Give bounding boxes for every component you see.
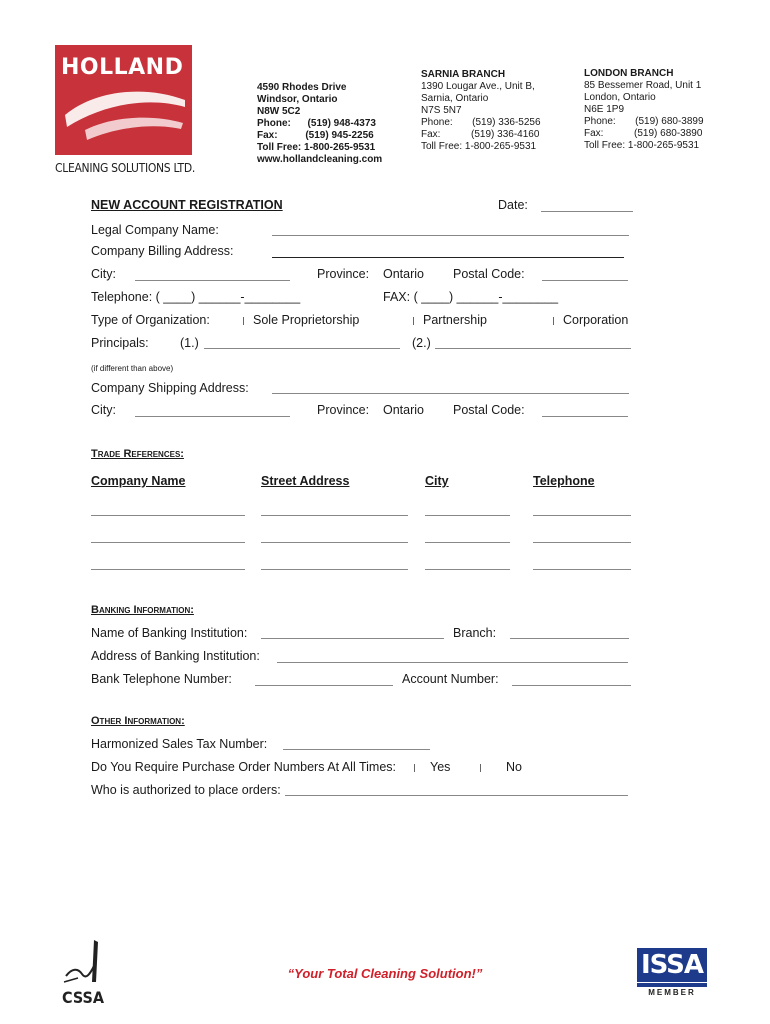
trade-address-field[interactable] (261, 515, 408, 516)
option-label: Corporation (563, 313, 629, 327)
partnership-option[interactable] (413, 313, 487, 327)
address-line: 4590 Rhodes Drive (257, 82, 347, 93)
shipping-province-value: Ontario (383, 403, 424, 417)
col-telephone: Telephone (533, 474, 595, 488)
branch-line: Fax: (519) 336-4160 (421, 129, 540, 140)
checkbox-icon[interactable] (553, 317, 557, 325)
bank-phone-label: Bank Telephone Number: (91, 672, 232, 686)
checkbox-icon[interactable] (480, 764, 484, 772)
shipping-address-field[interactable] (272, 393, 629, 394)
principal-2-label: (2.) (412, 336, 431, 350)
principal-2-field[interactable] (435, 348, 631, 349)
issa-stripe (637, 983, 707, 987)
branch-title: LONDON BRANCH (584, 68, 674, 79)
trade-address-field[interactable] (261, 569, 408, 570)
authorized-field[interactable] (285, 795, 628, 796)
shipping-province-label: Province: (317, 403, 370, 417)
date-field[interactable] (541, 211, 633, 212)
postal-code-field[interactable] (542, 280, 628, 281)
bank-branch-label: Branch: (453, 626, 497, 640)
bank-address-field[interactable] (277, 662, 628, 663)
shipping-address-label: Company Shipping Address: (91, 381, 249, 395)
branch-line: N7S 5N7 (421, 105, 462, 116)
bank-branch-field[interactable] (510, 638, 629, 639)
bank-name-label: Name of Banking Institution: (91, 626, 248, 640)
province-label: Province: (317, 267, 370, 281)
checkbox-icon[interactable] (243, 317, 247, 325)
shipping-city-field[interactable] (135, 416, 290, 417)
branch-line: London, Ontario (584, 92, 656, 103)
shipping-postal-field[interactable] (542, 416, 628, 417)
city-label: City: (91, 267, 116, 281)
province-value: Ontario (383, 267, 424, 281)
principal-1-field[interactable] (204, 348, 400, 349)
legal-name-field[interactable] (272, 235, 629, 236)
issa-text: ISSA (637, 948, 707, 982)
bank-address-label: Address of Banking Institution: (91, 649, 260, 663)
logo-red-block (55, 45, 192, 155)
address-line: Fax: (519) 945-2256 (257, 130, 374, 141)
trade-city-field[interactable] (425, 515, 510, 516)
london-branch (584, 68, 704, 152)
cssa-text: CSSA (62, 988, 105, 1007)
bank-name-field[interactable] (261, 638, 444, 639)
col-street-address: Street Address (261, 474, 350, 488)
address-line: Toll Free: 1-800-265-9531 (257, 142, 376, 153)
option-label: Sole Proprietorship (253, 313, 360, 327)
other-info-heading: Other Information: (91, 715, 185, 727)
po-question: Do You Require Purchase Order Numbers At All Times: (91, 760, 397, 774)
shipping-city-label: City: (91, 403, 116, 417)
billing-address-field[interactable] (272, 257, 624, 258)
trade-company-field[interactable] (91, 542, 245, 543)
address-line: Phone: (519) 948-4373 (257, 118, 376, 129)
account-number-label: Account Number: (402, 672, 499, 686)
col-city: City (425, 474, 449, 488)
branch-line: Toll Free: 1-800-265-9531 (421, 141, 537, 152)
option-label: Partnership (423, 313, 487, 327)
trade-phone-field[interactable] (533, 515, 631, 516)
holland-logo (55, 45, 195, 180)
account-number-field[interactable] (512, 685, 631, 686)
option-label: No (506, 760, 522, 774)
trade-phone-field[interactable] (533, 542, 631, 543)
corporation-option[interactable] (553, 313, 628, 327)
fax-label: FAX: ( ____) ______-________ (383, 290, 559, 304)
issa-member-text: MEMBER (648, 988, 696, 997)
shipping-postal-label: Postal Code: (453, 403, 525, 417)
logo-word: HOLLAND (61, 55, 184, 80)
logo-subtitle: CLEANING SOLUTIONS LTD. (55, 161, 195, 175)
authorized-label: Who is authorized to place orders: (91, 783, 281, 797)
trade-company-field[interactable] (91, 569, 245, 570)
trade-references-heading: Trade References: (91, 448, 184, 460)
banking-heading: Banking Information: (91, 604, 194, 616)
date-label: Date: (498, 198, 528, 212)
trade-company-field[interactable] (91, 515, 245, 516)
trade-address-field[interactable] (261, 542, 408, 543)
address-line: N8W 5C2 (257, 106, 301, 117)
principals-label: Principals: (91, 336, 149, 350)
hst-label: Harmonized Sales Tax Number: (91, 737, 268, 751)
website: www.hollandcleaning.com (257, 154, 383, 165)
checkbox-icon[interactable] (414, 764, 418, 772)
branch-line: 85 Bessemer Road, Unit 1 (584, 80, 702, 91)
branch-line: N6E 1P9 (584, 104, 625, 115)
org-type-label: Type of Organization: (91, 313, 210, 327)
issa-logo (637, 948, 707, 1000)
billing-address-label: Company Billing Address: (91, 244, 234, 258)
head-office-address (257, 82, 382, 166)
branch-line: 1390 Lougar Ave., Unit B, (421, 81, 535, 92)
hst-field[interactable] (283, 749, 430, 750)
branch-title: SARNIA BRANCH (421, 69, 506, 80)
checkbox-icon[interactable] (413, 317, 417, 325)
sole-proprietorship-option[interactable] (243, 313, 359, 327)
bank-phone-field[interactable] (255, 685, 393, 686)
logo-swoosh (55, 45, 192, 155)
po-no-option[interactable] (480, 760, 522, 774)
col-company-name: Company Name (91, 474, 186, 488)
branch-line: Sarnia, Ontario (421, 93, 489, 104)
legal-name-label: Legal Company Name: (91, 223, 219, 237)
option-label: Yes (430, 760, 451, 774)
principal-1-label: (1.) (180, 336, 199, 350)
postal-code-label: Postal Code: (453, 267, 525, 281)
po-yes-option[interactable] (414, 760, 450, 774)
sarnia-branch (421, 69, 541, 153)
branch-line: Toll Free: 1-800-265-9531 (584, 140, 700, 151)
trade-city-field[interactable] (425, 542, 510, 543)
trade-phone-field[interactable] (533, 569, 631, 570)
branch-line: Fax: (519) 680-3890 (584, 128, 703, 139)
trade-city-field[interactable] (425, 569, 510, 570)
form-title: NEW ACCOUNT REGISTRATION (91, 198, 283, 212)
if-different-note: (if different than above) (91, 364, 174, 373)
slogan: “Your Total Cleaning Solution!” (287, 966, 483, 981)
city-field[interactable] (135, 280, 290, 281)
branch-line: Phone: (519) 336-5256 (421, 117, 541, 128)
branch-line: Phone: (519) 680-3899 (584, 116, 704, 127)
address-line: Windsor, Ontario (257, 94, 338, 105)
telephone-label: Telephone: ( ____) ______-________ (91, 290, 301, 304)
